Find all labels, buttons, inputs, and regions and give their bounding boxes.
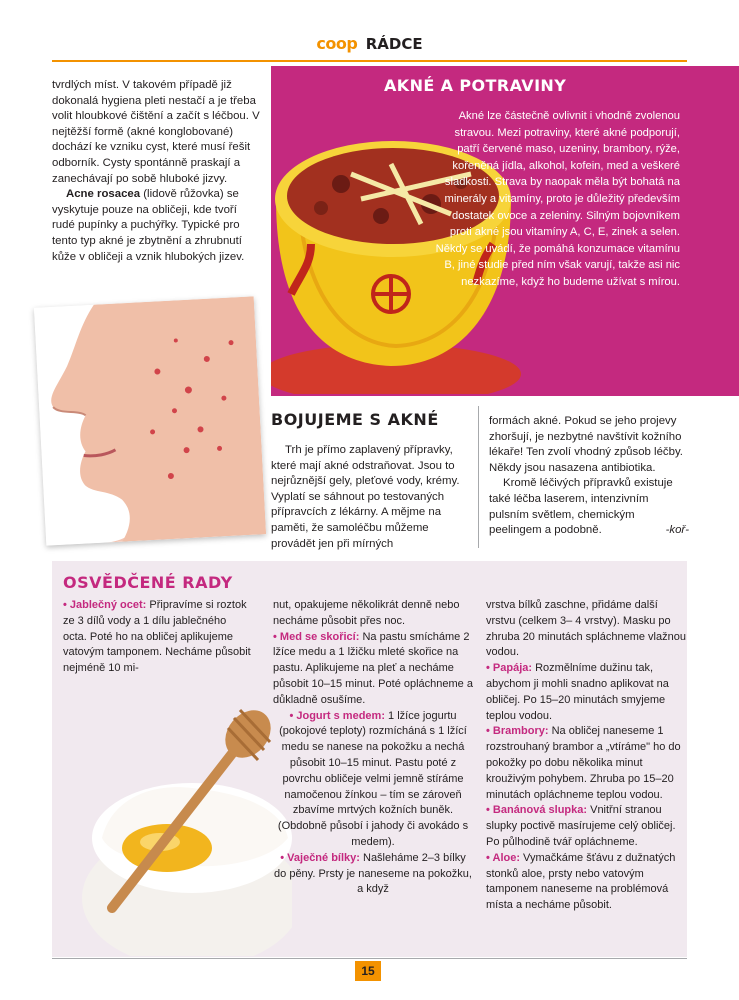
coop-logo: coop <box>316 34 358 53</box>
acne-face-photo <box>34 296 266 545</box>
column-divider <box>478 406 479 548</box>
food-section-title: AKNÉ A POTRAVINY <box>384 76 567 95</box>
header-rule <box>52 60 687 62</box>
tip-honey-cinnamon <box>273 630 473 709</box>
page-header <box>0 34 739 53</box>
magazine-name: RÁDCE <box>365 34 423 53</box>
tips-column-2 <box>273 598 473 898</box>
tip-honey-label: • Med se skořicí: <box>273 630 360 643</box>
food-section-text: Akné lze částečně ovlivnit i vhodně zvolenou stravou. Mezi potraviny, které akné podporují, patří červené maso, uzeniny, brambory, rýže, kořeněná jídla, alkohol, kofein, med a veškeré sladkosti. Strava by naopak měla být bohatá na minerály a vitamíny, proto je důležitý především dostatek ovoce a zeleniny. Silným bojovníkem proti akné jsou vitamíny A, C, E, zinek a selen. Někdy se uvádí, že pomáhá konzumace vitamínu B, jiné studie před ním však varují, takže asi nic nezkazíme, když ho budeme užívat s mírou. <box>435 110 680 288</box>
tip-egg-continuation: vrstva bílků zaschne, přidáme další vrstvu (celkem 3– 4 vrstvy). Masku po zhruba 20 minutách spláchneme vlažnou vodou. <box>486 599 686 659</box>
tip-banana-peel <box>486 803 686 850</box>
fight-acne-paragraph-3-text: Kromě léčivých přípravků existuje také léčba laserem, intenzivním pulsním světlem, chemickým peelingem a podobně. <box>489 477 673 537</box>
tip-aloe-text: Vymačkáme šťávu z dužnatých stonků aloe, prsty nebo vatovým tamponem naneseme na problémová místa a necháme působit. <box>486 851 676 912</box>
fight-acne-paragraph-2: formách akné. Pokud se jeho projevy zhoršují, je nezbytné navštívit kožního lékaře! Ten zvolí vhodný způsob léčby. Někdy jsou nasazena antibiotika. <box>489 415 683 474</box>
proven-tips-title: OSVĚDČENÉ RADY <box>63 573 233 592</box>
fight-acne-paragraph-3 <box>489 476 689 538</box>
tip-potato-label: • Brambory: <box>486 725 549 738</box>
intro-column <box>52 78 260 265</box>
rosacea-paragraph <box>52 187 260 265</box>
footer-rule <box>52 958 687 959</box>
tip-yogurt-honey <box>273 709 473 851</box>
fight-acne-title: BOJUJEME S AKNÉ <box>271 410 439 429</box>
author-signature: -koř- <box>665 524 689 537</box>
tip-egg-text: Našleháme 2–3 bílky do pěny. Prsty je naneseme na pokožku, a když <box>274 851 472 896</box>
tip-banana-label: • Banánová slupka: <box>486 804 588 817</box>
tip-aloe <box>486 851 686 914</box>
page-number: 15 <box>355 961 381 981</box>
tip-yogurt-label: • Jogurt s medem: <box>289 709 385 722</box>
fight-acne-column-2 <box>489 414 689 539</box>
face-illustration <box>34 296 266 545</box>
tip-apple-text: Připravíme si roztok ze 3 dílů vody a 1 dílu jablečného octa. Poté ho na obličej aplikujeme vatovým tamponem. Necháme působit nejméně 10 mi- <box>63 599 251 675</box>
tip-papaya-label: • Papája: <box>486 662 533 675</box>
tip-potatoes <box>486 724 686 803</box>
fight-acne-paragraph-1: Trh je přímo zaplavený přípravky, které mají akné odstraňovat. Jsou to nejrůznější gely, pleťové vody, krémy. Vyplatí se sáhnout po testovaných přípravcích z lékárny. A mějme na paměti, že samoléčbu můžeme provádět jen při mírných <box>271 444 460 550</box>
tip-yogurt-text: 1 lžíce jogurtu (pokojové teploty) rozmícháná s 1 lžící medu se nanese na pokožku a nechá působit 10–15 minut. Pastu poté z povrchu obličeje velmi jemně stíráme namočenou žínkou – tím se zároveň zbavíme mrtvých kožních buněk. (Obdobně působí i jahody či avokádo s medem). <box>277 709 469 848</box>
tip-apple-label: • Jablečný ocet: <box>63 599 147 611</box>
tip-egg-whites <box>273 851 473 898</box>
tips-column-3 <box>486 598 686 914</box>
intro-paragraph: tvrdlých míst. V takovém případě již dokonalá hygiena pleti nestačí a je třeba volit hloubkové čištění a začít s léčbou. V nejtěžší formě (akné konglobované) dochází ke vzniku cyst, které musí řešit odborník. Cysty spontánně praskají a zanechávají po sobě hluboké jizvy. <box>52 79 260 185</box>
tips-column-1 <box>63 598 253 677</box>
tip-continuation: nut, opakujeme několikrát denně nebo necháme působit přes noc. <box>273 599 460 627</box>
tip-banana-text: Vnitřní stranou slupky poctivě masírujeme celý obličej. Po půlhodině tvář opláchneme. <box>486 804 676 848</box>
tip-papaya <box>486 661 686 724</box>
tip-aloe-label: • Aloe: <box>486 851 520 864</box>
tip-egg-label: • Vaječné bílky: <box>280 851 360 864</box>
tip-apple-vinegar <box>63 598 253 677</box>
honey-yogurt-photo <box>52 688 292 956</box>
fight-acne-column-1 <box>271 443 471 552</box>
tip-papaya-text: Rozmělníme dužinu tak, abychom ji mohli snadno aplikovat na obličej. Po 15–20 minutách smyjeme teplou vodou. <box>486 662 669 722</box>
rosacea-text: (lidově růžovka) se vyskytuje pouze na obličeji, kde tvoří rudé pupínky a puchýřky. Typické pro tento typ akné je zbytnění a zhrubnutí kůže v obličeji a vznik hlubokých jizev. <box>52 188 245 263</box>
rosacea-term: Acne rosacea <box>66 188 141 201</box>
tip-potato-text: Na obličej naneseme 1 rozstrouhaný brambor a „vtíráme" ho do pokožky po dobu několika minut krouživým pohybem. Zhruba po 15–20 minutách opláchneme teplou vodou. <box>486 725 681 801</box>
tip-honey-text: Na pastu smícháme 2 lžíce medu a 1 lžičku mleté skořice na pastu. Aplikujeme na pleť a necháme působit 10–15 minut. Poté opláchneme a důkladně osušíme. <box>273 630 473 706</box>
